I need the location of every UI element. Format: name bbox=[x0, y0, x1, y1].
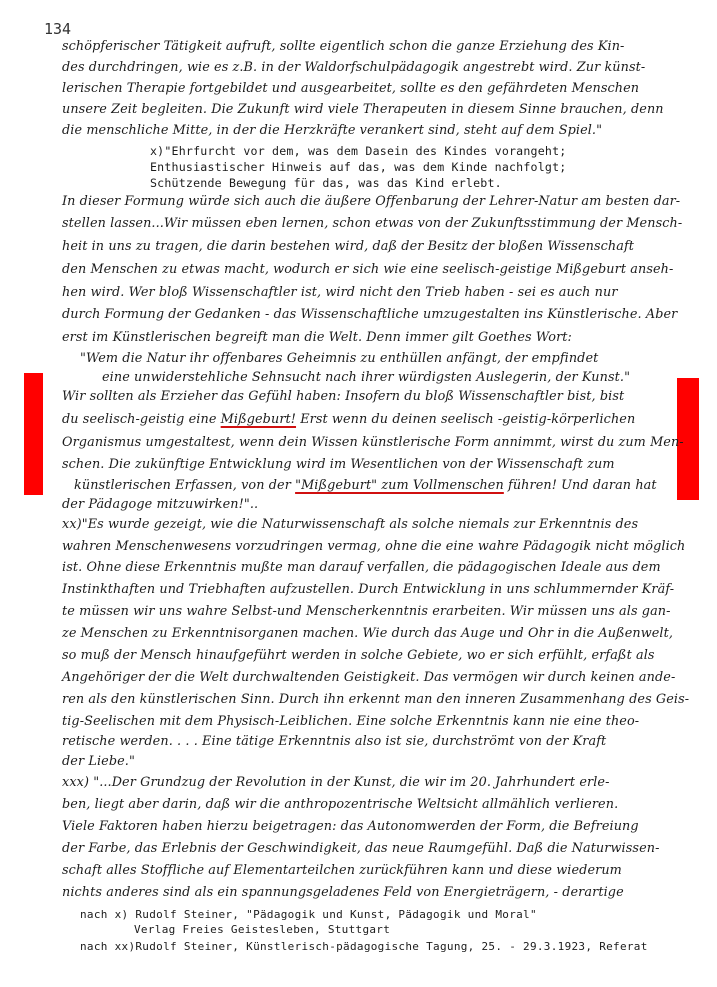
text-line: schaft alles Stoffliche auf Elementarteilchen zurückführen kann und diese wiederum bbox=[62, 863, 622, 878]
underlined-text: Mißgeburt! bbox=[220, 412, 297, 427]
text-line: Wir sollten als Erzieher das Gefühl haben: Insofern du bloß Wissenschaftler bist, bist bbox=[62, 389, 625, 404]
text-line: xxx) "...Der Grundzug der Revolution in der Kunst, die wir im 20. Jahrhundert erle- bbox=[62, 775, 610, 790]
text-line bbox=[74, 476, 714, 495]
footnote-line: nach xx)Rudolf Steiner, Künstlerisch-pädagogische Tagung, 25. - 29.3.1923, Referat bbox=[80, 940, 648, 953]
quote-line: Enthusiastischer Hinweis auf das, was dem Kinde nachfolgt; bbox=[150, 160, 567, 174]
goethe-quote-line: eine unwiderstehliche Sehnsucht nach ihrer würdigsten Auslegerin, der Kunst." bbox=[102, 370, 631, 385]
page-number: 134 bbox=[44, 20, 72, 38]
text-line bbox=[62, 410, 702, 429]
footnote-line: nach x) Rudolf Steiner, "Pädagogik und Kunst, Pädagogik und Moral" bbox=[80, 908, 537, 921]
text-line: den Menschen zu etwas macht, wodurch er sich wie eine seelisch-geistige Mißgeburt anseh- bbox=[62, 262, 674, 277]
text-line: des durchdringen, wie es z.B. in der Waldorfschulpädagogik angestrebt wird. Zur künst- bbox=[62, 60, 646, 75]
text-line: Viele Faktoren haben hierzu beigetragen: das Autonomwerden der Form, die Befreiung bbox=[62, 819, 639, 834]
text-line: In dieser Formung würde sich auch die äußere Offenbarung der Lehrer-Natur am besten dar- bbox=[62, 194, 681, 209]
underlined-text: "Mißgeburt" zum Vollmenschen bbox=[295, 478, 504, 493]
text-line: schöpferischer Tätigkeit aufruft, sollte eigentlich schon die ganze Erziehung des Kin- bbox=[62, 39, 625, 54]
text-line: der Liebe." bbox=[62, 754, 135, 769]
text-line: xx)"Es wurde gezeigt, wie die Naturwissenschaft als solche niemals zur Erkenntnis des bbox=[62, 517, 639, 532]
text-line: ren als den künstlerischen Sinn. Durch ihn erkennt man den inneren Zusammenhang des Geis- bbox=[62, 692, 690, 707]
footnote-line: Verlag Freies Geistesleben, Stuttgart bbox=[134, 923, 391, 936]
text-line: Angehöriger der die Welt durchwaltenden Geistigkeit. Das vermögen wir durch keinen ande- bbox=[62, 670, 676, 685]
text-line: ze Menschen zu Erkenntnisorganen machen. Wie durch das Auge und Ohr in die Außenwelt, bbox=[62, 626, 674, 641]
text-line: lerischen Therapie fortgebildet und ausgearbeitet, sollte es den gefährdeten Menschen bbox=[62, 81, 640, 96]
text-line: stellen lassen...Wir müssen eben lernen, schon etwas von der Zukunftsstimmung der Mensch- bbox=[62, 216, 683, 231]
quote-line: x)"Ehrfurcht vor dem, was dem Dasein des Kindes vorangeht; bbox=[150, 144, 567, 158]
text-line: Organismus umgestaltest, wenn dein Wissen künstlerische Form annimmt, wirst du zum Men- bbox=[62, 435, 684, 450]
text-line: der Farbe, das Erlebnis der Geschwindigkeit, das neue Raumgefühl. Daß die Naturwissen- bbox=[62, 841, 660, 856]
text-line: te müssen wir uns wahre Selbst-und Menscherkenntnis erarbeiten. Wir müssen uns als gan- bbox=[62, 604, 671, 619]
text-span: Erst wenn du deinen seelisch -geistig-körperlichen bbox=[296, 412, 636, 427]
text-line: nichts anderes sind als ein spannungsgeladenes Feld von Energieträgern, - derartige bbox=[62, 885, 624, 900]
text-line: ben, liegt aber darin, daß wir die anthropozentrische Weltsicht allmählich verlieren. bbox=[62, 797, 619, 812]
text-line: die menschliche Mitte, in der die Herzkräfte verankert sind, steht auf dem Spiel." bbox=[62, 123, 603, 138]
text-line: hen wird. Wer bloß Wissenschaftler ist, wird nicht den Trieb haben - sei es auch nur bbox=[62, 285, 618, 300]
text-span: künstlerischen Erfassen, von der bbox=[74, 478, 296, 493]
text-line: heit in uns zu tragen, die darin bestehen wird, daß der Besitz der bloßen Wissenschaft bbox=[62, 239, 635, 254]
text-line: tig-Seelischen mit dem Physisch-Leiblichen. Eine solche Erkenntnis kann nie eine theo- bbox=[62, 714, 640, 729]
goethe-quote-line: "Wem die Natur ihr offenbares Geheimnis zu enthüllen anfängt, der empfindet bbox=[80, 351, 599, 366]
left-red-marker bbox=[24, 373, 43, 495]
text-line: retische werden. . . . Eine tätige Erkenntnis also ist sie, durchströmt von der Kraft bbox=[62, 734, 607, 749]
text-line: der Pädagoge mitzuwirken!".. bbox=[62, 497, 259, 512]
text-line: ist. Ohne diese Erkenntnis mußte man darauf verfallen, die pädagogischen Ideale aus dem bbox=[62, 560, 661, 575]
text-line: schen. Die zukünftige Entwicklung wird im Wesentlichen von der Wissenschaft zum bbox=[62, 457, 615, 472]
text-line: wahren Menschenwesens vorzudringen vermag, ohne die eine wahre Pädagogik nicht möglich bbox=[62, 539, 686, 554]
text-line: Instinkthaften und Triebhaften aufzustellen. Durch Entwicklung in uns schlummernder Kräf- bbox=[62, 582, 675, 597]
text-line: so muß der Mensch hinaufgeführt werden in solche Gebiete, wo er sich erfühlt, erfaßt als bbox=[62, 648, 655, 663]
text-line: unsere Zeit begleiten. Die Zukunft wird viele Therapeuten in diesem Sinne brauchen, denn bbox=[62, 102, 664, 117]
quote-line: Schützende Bewegung für das, was das Kind erlebt. bbox=[150, 176, 502, 190]
text-line: erst im Künstlerischen begreift man die Welt. Denn immer gilt Goethes Wort: bbox=[62, 330, 572, 345]
text-line: durch Formung der Gedanken - das Wissenschaftliche umzugestalten ins Künstlerische. Aber bbox=[62, 307, 678, 322]
text-span: führen! Und daran hat bbox=[503, 478, 657, 493]
text-span: du seelisch-geistig eine bbox=[62, 412, 221, 427]
